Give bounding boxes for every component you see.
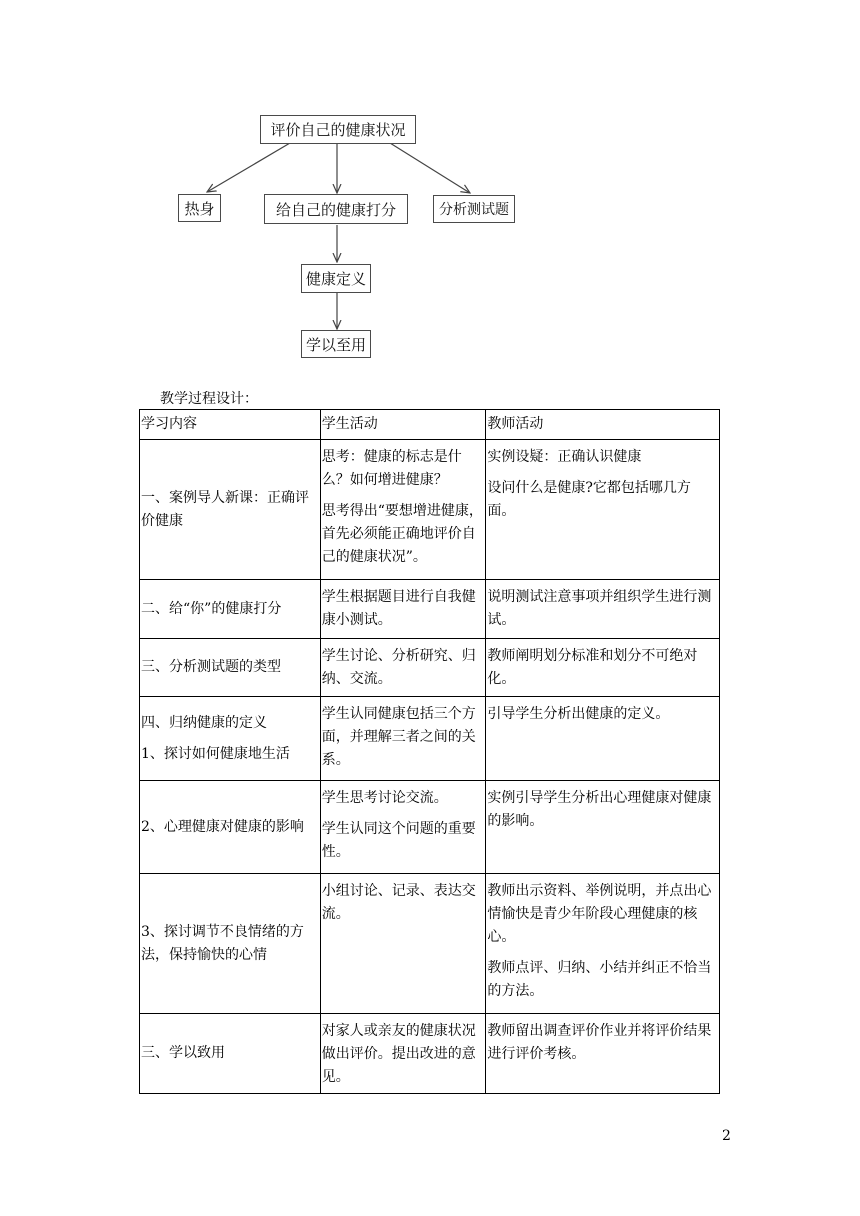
arrow-root-to-right: [390, 143, 470, 193]
row-content: [140, 697, 321, 781]
row-teacher: [486, 874, 720, 1014]
content-text: 三、学以致用: [141, 1045, 225, 1061]
table-row: [140, 440, 720, 580]
row-student: [320, 874, 486, 1014]
teacher-text: 教师出示资料、举例说明，并点出心情愉快是青少年阶段心理健康的核心。: [487, 883, 712, 945]
header-content: 学习内容: [140, 410, 321, 440]
flow-box-root: 评价自己的健康状况: [260, 115, 416, 144]
student-text: 学生讨论、分析研究、归纳、交流。: [321, 648, 476, 687]
teacher-text: 实例设疑：正确认识健康: [487, 449, 642, 465]
row-student: [320, 580, 486, 639]
flow-box-step3: 健康定义: [301, 264, 371, 293]
page-number: 2: [722, 1128, 731, 1144]
teacher-text: 教师阐明划分标准和划分不可绝对化。: [487, 648, 698, 687]
table-row: [140, 781, 720, 874]
section-intro: 教学过程设计：: [160, 391, 258, 407]
table-row: [140, 697, 720, 781]
flow-diagram-arrows: [0, 0, 860, 370]
row-student: [320, 1014, 486, 1094]
student-text: 小组讨论、记录、表达交流。: [321, 883, 476, 922]
row-teacher: [486, 697, 720, 781]
row-teacher: [486, 639, 720, 697]
content-text: 三、分析测试题的类型: [141, 659, 281, 675]
student-text: 学生思考讨论交流。: [321, 790, 448, 806]
teacher-text: 说明测试注意事项并组织学生进行测试。: [487, 589, 712, 628]
flow-box-left: 热身: [178, 194, 221, 222]
content-text: 2、心理健康对健康的影响: [141, 818, 304, 835]
student-text: 思考：健康的标志是什么？如何增进健康？: [321, 449, 462, 488]
row-teacher: [486, 440, 720, 580]
table-header-row: [140, 410, 720, 440]
table-row: [140, 874, 720, 1014]
student-text: 学生根据题目进行自我健康小测试。: [321, 589, 476, 628]
teacher-text: 实例引导学生分析出心理健康对健康的影响。: [487, 790, 712, 829]
student-text: 学生认同健康包括三个方面，并理解三者之间的关系。: [321, 706, 476, 768]
teacher-text: 引导学生分析出健康的定义。: [487, 706, 670, 722]
teaching-process-table: [139, 409, 720, 1094]
teacher-text: 设问什么是健康?它都包括哪几方面。: [487, 480, 691, 519]
teacher-text: 教师点评、归纳、小结并纠正不恰当的方法。: [487, 960, 712, 999]
content-text: 四、归纳健康的定义: [141, 714, 267, 731]
table-row: [140, 639, 720, 697]
flow-box-right: 分析测试题: [433, 195, 515, 223]
student-text: 对家人或亲友的健康状况做出评价。提出改进的意见。: [321, 1023, 476, 1085]
content-text: 1、探讨如何健康地生活: [141, 745, 290, 762]
row-content: [140, 874, 321, 1014]
flow-box-step4: 学以至用: [301, 330, 371, 358]
row-content: [140, 440, 321, 580]
content-text: 二、给“你”的健康打分: [141, 600, 282, 617]
row-teacher: [486, 1014, 720, 1094]
row-content: [140, 1014, 321, 1094]
student-text: 学生认同这个问题的重要性。: [321, 821, 476, 860]
row-teacher: [486, 580, 720, 639]
flow-diagram: [0, 0, 860, 370]
table-row: [140, 1014, 720, 1094]
arrow-root-to-left: [207, 143, 290, 192]
content-text: 3、探讨调节不良情绪的方法，保持愉快的心情: [141, 923, 304, 963]
row-content: [140, 781, 321, 874]
teacher-text: 教师留出调查评价作业并将评价结果进行评价考核。: [487, 1023, 712, 1062]
row-student: [320, 697, 486, 781]
row-student: [320, 781, 486, 874]
row-content: [140, 580, 321, 639]
table-row: [140, 580, 720, 639]
row-teacher: [486, 781, 720, 874]
header-teacher: 教师活动: [486, 410, 720, 440]
row-content: [140, 639, 321, 697]
flow-box-middle: 给自己的健康打分: [264, 194, 408, 224]
row-student: [320, 440, 486, 580]
header-student: 学生活动: [320, 410, 486, 440]
student-text: 思考得出“要想增进健康，首先必须能正确地评价自己的健康状况”。: [321, 503, 483, 565]
content-text: 一、案例导人新课：正确评价健康: [141, 489, 309, 529]
row-student: [320, 639, 486, 697]
